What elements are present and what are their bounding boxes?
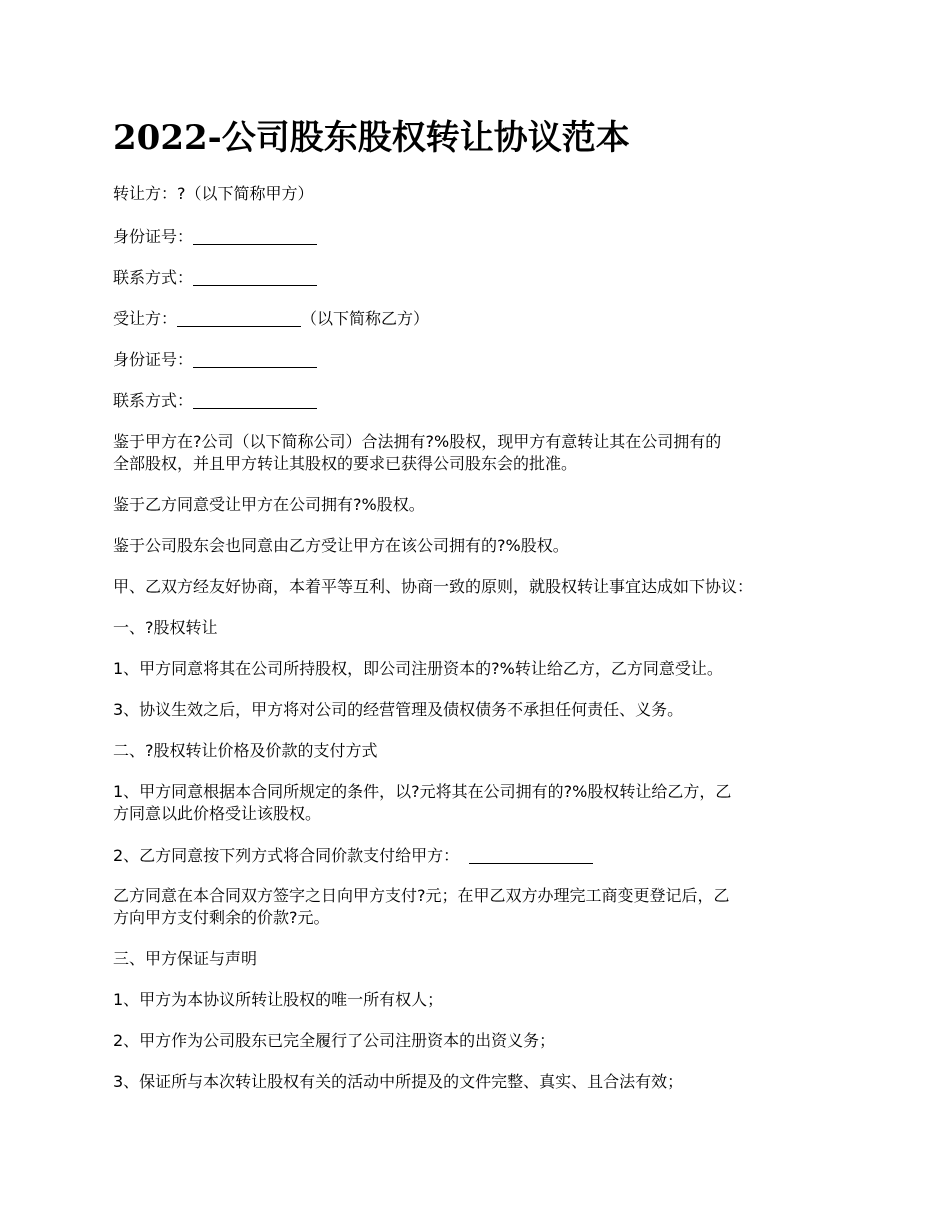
transferee-suffix: （以下简称乙方） <box>301 309 430 328</box>
recital-1-line-1: 鉴于甲方在?公司（以下简称公司）合法拥有?%股权，现甲方有意转让其在公司拥有的 <box>113 432 722 451</box>
section-3-item-1: 1、甲方为本协议所转让股权的唯一所有权人； <box>113 990 444 1009</box>
transferee-name-blank <box>177 310 301 327</box>
section-1-item-1: 1、甲方同意将其在公司所持股权，即公司注册资本的?%转让给乙方，乙方同意受让。 <box>113 659 723 678</box>
section-2-item-2 <box>113 845 853 867</box>
section-2-payment-line-2: 方向甲方支付剩余的价款?元。 <box>113 908 330 927</box>
recital-1-line-2: 全部股权，并且甲方转让其股权的要求已获得公司股东会的批准。 <box>113 454 578 473</box>
transferee-id-field <box>113 349 853 371</box>
section-2-payment <box>113 885 853 929</box>
transferee-contact-field <box>113 390 853 412</box>
transferor-text: 转让方：?（以下简称甲方） <box>113 184 314 203</box>
section-2-item-1-line-1: 1、甲方同意根据本合同所规定的条件，以?元将其在公司拥有的?%股权转让给乙方，乙 <box>113 782 732 801</box>
section-2-item-1 <box>113 781 853 825</box>
transferor-id-field <box>113 226 853 248</box>
transferor-line <box>113 183 853 205</box>
section-3-heading: 三、甲方保证与声明 <box>113 949 258 968</box>
section-3-item-3: 3、保证所与本次转让股权有关的活动中所提及的文件完整、真实、且合法有效； <box>113 1072 684 1091</box>
section-3-item-2: 2、甲方作为公司股东已完全履行了公司注册资本的出资义务； <box>113 1031 556 1050</box>
section-2-item-2-label: 2、乙方同意按下列方式将合同价款支付给甲方： <box>113 846 460 865</box>
section-2-item-1-line-2: 方同意以此价格受让该股权。 <box>113 804 322 823</box>
payment-method-blank <box>469 847 593 864</box>
transferor-contact-field <box>113 267 853 289</box>
transferee-label: 受让方： <box>113 309 178 328</box>
recital-3: 鉴于公司股东会也同意由乙方受让甲方在该公司拥有的?%股权。 <box>113 536 569 555</box>
transferee-contact-blank <box>193 392 317 409</box>
transferee-contact-label: 联系方式： <box>113 391 194 410</box>
section-2-payment-line-1: 乙方同意在本合同双方签字之日向甲方支付?元；在甲乙双方办理完工商变更登记后，乙 <box>113 886 730 905</box>
recital-2: 鉴于乙方同意受让甲方在公司拥有?%股权。 <box>113 495 425 514</box>
section-1-heading: 一、?股权转让 <box>113 618 218 637</box>
document-title: 2022-公司股东股权转让协议范本 <box>113 118 630 158</box>
transferor-contact-label: 联系方式： <box>113 268 194 287</box>
transferor-id-label: 身份证号： <box>113 227 194 246</box>
recital-4: 甲、乙双方经友好协商，本着平等互利、协商一致的原则，就股权转让事宜达成如下协议： <box>113 577 754 596</box>
transferee-id-label: 身份证号： <box>113 350 194 369</box>
transferor-contact-blank <box>193 269 317 286</box>
transferee-id-blank <box>193 351 317 368</box>
section-1-item-3: 3、协议生效之后，甲方将对公司的经营管理及债权债务不承担任何责任、义务。 <box>113 700 684 719</box>
recital-1 <box>113 431 853 475</box>
section-2-heading: 二、?股权转让价格及价款的支付方式 <box>113 741 378 760</box>
transferee-line <box>113 308 853 330</box>
transferor-id-blank <box>193 228 317 245</box>
